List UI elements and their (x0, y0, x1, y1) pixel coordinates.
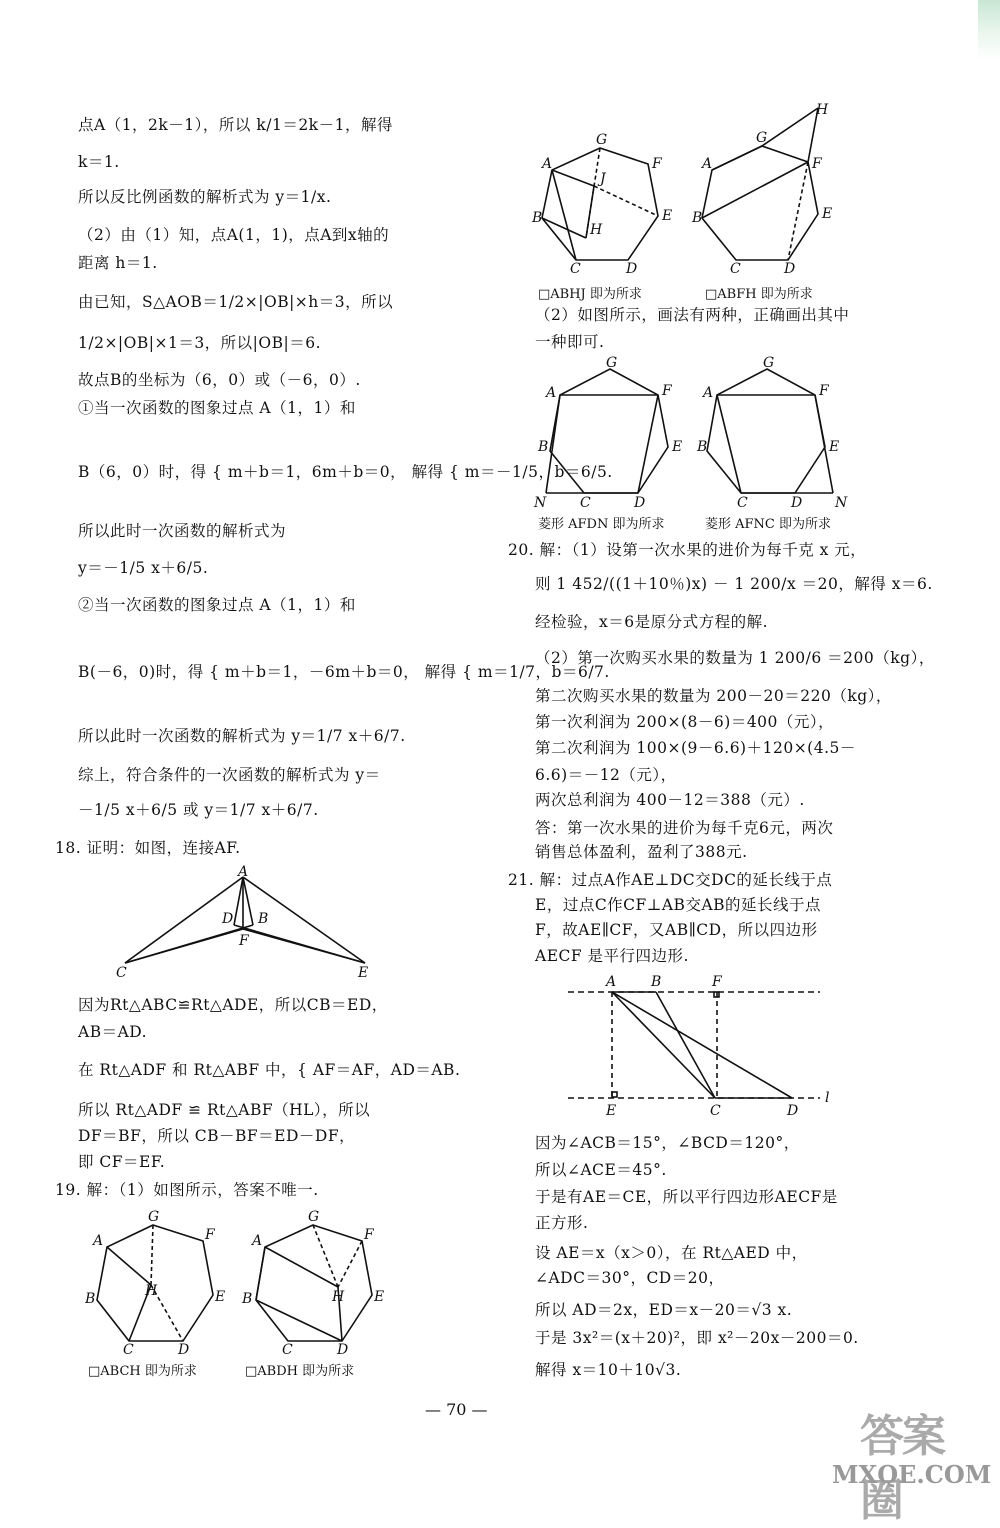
text-line: 距离 h＝1. (78, 254, 158, 272)
figure-abfh (690, 98, 850, 278)
label-B: B (242, 1291, 253, 1307)
text-line: 所以 AD＝2x，ED＝x－20＝√3 x. (535, 1301, 793, 1319)
text-line: 两次总利润为 400－12＝388（元）. (535, 791, 805, 809)
label-B: B (538, 439, 549, 455)
caption-abdh: □ABDH 即为所求 (245, 1364, 355, 1379)
label-E: E (662, 208, 673, 224)
text-line: 综上，符合条件的一次函数的解析式为 y＝ (78, 766, 381, 784)
label-F: F (819, 383, 829, 399)
label-A: A (702, 156, 713, 172)
label-C: C (570, 261, 581, 277)
label-l: l (825, 1090, 830, 1106)
figure-18 (110, 865, 380, 980)
text-line: 21. 解：过点A作AE⊥DC交DC的延长线于点 (508, 871, 833, 889)
text-line: 第二次购买水果的数量为 200－20＝220（kg）， (535, 687, 892, 705)
label-G: G (763, 355, 775, 371)
text-line: 因为Rt△ABC≌Rt△ADE，所以CB＝ED， (78, 996, 388, 1014)
label-H: H (816, 102, 829, 118)
text-line: 所以此时一次函数的解析式为 (78, 522, 287, 540)
label-G: G (756, 130, 768, 146)
text-line: 答：第一次水果的进价为每千克6元，两次 (535, 819, 834, 837)
figure-afdn (530, 355, 690, 510)
text-line: 设 AE＝x（x＞0），在 Rt△AED 中， (535, 1244, 808, 1262)
label-A: A (252, 1233, 263, 1249)
text-line: 由已知，S△AOB＝1/2×|OB|×h＝3，所以 (78, 293, 394, 311)
figure-abhj (530, 128, 680, 278)
label-C: C (730, 261, 741, 277)
caption-abfh: □ABFH 即为所求 (705, 287, 813, 302)
label-B: B (85, 1291, 96, 1307)
text-line: B(－6，0)时，得 { m＋b＝1，－6m＋b＝0， 解得 { m＝1/7，b＝6/7. (78, 663, 610, 681)
text-line: DF＝BF，所以 CB－BF＝ED－DF， (78, 1127, 356, 1145)
page-number: — 70 — (425, 1400, 488, 1419)
label-N: N (534, 495, 547, 510)
label-A: A (606, 974, 617, 990)
label-D: D (178, 1342, 190, 1355)
text-line: 第一次利润为 200×(8－6)＝400（元）， (535, 713, 835, 731)
label-C: C (123, 1342, 134, 1355)
text-line: 解得 x＝10＋10√3. (535, 1361, 682, 1379)
label-G: G (308, 1209, 320, 1225)
text-line: 正方形. (535, 1214, 589, 1232)
label-D: D (634, 495, 646, 510)
text-line: 在 Rt△ADF 和 Rt△ABF 中，{ AF＝AF，AD＝AB. (78, 1061, 461, 1079)
label-E: E (358, 965, 369, 980)
label-E: E (215, 1289, 226, 1305)
text-line: 于是 3x²＝(x＋20)²，即 x²－20x－200＝0. (535, 1329, 859, 1347)
label-A: A (703, 385, 714, 401)
label-F: F (812, 156, 822, 172)
label-E: E (829, 439, 840, 455)
label-D: D (791, 495, 803, 510)
label-C: C (282, 1342, 293, 1355)
text-line: （2）第一次购买水果的数量为 1 200/6 ＝200（kg）， (535, 649, 935, 667)
label-E: E (374, 1289, 385, 1305)
text-line: 一种即可. (535, 333, 605, 351)
label-B: B (651, 974, 662, 990)
figure-21 (560, 970, 850, 1120)
text-line: 点A（1，2k－1），所以 k/1＝2k－1，解得 (78, 116, 393, 134)
caption-afdn: 菱形 AFDN 即为所求 (538, 517, 665, 532)
label-H: H (590, 222, 603, 238)
page-edge-tint (978, 0, 1000, 60)
label-C: C (737, 495, 748, 510)
figure-19-abdh (240, 1205, 395, 1355)
text-line: ∠ADC＝30°，CD＝20， (535, 1269, 725, 1287)
text-line: 20. 解：（1）设第一次水果的进价为每千克 x 元， (508, 541, 867, 559)
text-line: 所以 Rt△ADF ≌ Rt△ABF（HL），所以 (78, 1101, 371, 1119)
figure-19-abch (85, 1205, 240, 1355)
text-line: 于是有AE＝CE，所以平行四边形AECF是 (535, 1188, 838, 1206)
text-line: 经检验，x＝6是原分式方程的解. (535, 613, 769, 631)
caption-abhj: □ABHJ 即为所求 (538, 287, 642, 302)
text-line: E，过点C作CF⊥AB交AB的延长线于点 (535, 896, 822, 914)
caption-afnc: 菱形 AFNC 即为所求 (705, 517, 831, 532)
label-D: D (222, 911, 234, 927)
text-line: 则 1 452/((1＋10％)x) － 1 200/x ＝20，解得 x＝6. (535, 575, 933, 593)
text-line: 第二次利润为 100×(9－6.6)＋120×(4.5－ (535, 739, 856, 757)
text-line: 因为∠ACB＝15°，∠BCD＝120°， (535, 1134, 800, 1152)
text-line: k＝1. (78, 153, 120, 171)
text-line: AECF 是平行四边形. (535, 947, 689, 965)
caption-abch: □ABCH 即为所求 (88, 1364, 197, 1379)
label-G: G (596, 132, 608, 148)
text-line: －1/5 x＋6/5 或 y＝1/7 x＋6/7. (78, 801, 319, 819)
label-H: H (145, 1283, 158, 1299)
label-B: B (692, 210, 703, 226)
label-C: C (710, 1103, 721, 1119)
label-F: F (712, 974, 722, 990)
text-line: y＝－1/5 x＋6/5. (78, 559, 209, 577)
text-line: 即 CF＝EF. (78, 1153, 166, 1171)
label-C: C (580, 495, 591, 510)
text-line: 所以∠ACE＝45°. (535, 1161, 667, 1179)
text-line: 18. 证明：如图，连接AF. (55, 839, 241, 857)
watermark (832, 1400, 992, 1526)
label-G: G (606, 355, 618, 371)
label-N: N (835, 495, 848, 510)
text-line: 所以此时一次函数的解析式为 y＝1/7 x＋6/7. (78, 727, 406, 745)
label-J: J (600, 171, 606, 187)
label-A: A (546, 385, 557, 401)
label-F: F (652, 156, 662, 172)
label-A: A (93, 1233, 104, 1249)
figure-afnc (695, 355, 855, 510)
label-D: D (626, 261, 638, 277)
label-E: E (822, 206, 833, 222)
watermark-top: 答案圈 (860, 1411, 944, 1526)
text-line: ①当一次函数的图象过点 A（1，1）和 (78, 399, 356, 417)
label-F: F (205, 1227, 215, 1243)
text-line: 19. 解：（1）如图所示，答案不唯一. (55, 1181, 319, 1199)
label-B: B (697, 439, 708, 455)
label-G: G (148, 1209, 160, 1225)
text-line: B（6，0）时，得 { m＋b＝1，6m＋b＝0， 解得 { m＝－1/5，b＝6/5. (78, 463, 613, 481)
label-F: F (662, 383, 672, 399)
text-line: AB＝AD. (78, 1023, 148, 1041)
label-B: B (532, 210, 543, 226)
text-line: （2）如图所示，画法有两种，正确画出其中 (535, 306, 850, 324)
text-line: （2）由（1）知，点A(1，1)，点A到x轴的 (78, 226, 390, 244)
label-B: B (258, 911, 269, 927)
label-E: E (672, 439, 683, 455)
label-E: E (606, 1103, 617, 1119)
text-line: F，故AE∥CF，又AB∥CD，所以四边形 (535, 921, 818, 939)
label-H: H (332, 1289, 345, 1305)
label-D: D (787, 1103, 799, 1119)
text-line: ②当一次函数的图象过点 A（1，1）和 (78, 596, 356, 614)
text-line: 销售总体盈利，盈利了388元. (535, 843, 748, 861)
label-C: C (116, 965, 127, 980)
label-A: A (542, 156, 553, 172)
text-line: 6.6)＝－12（元）， (535, 766, 677, 784)
text-line: 故点B的坐标为（6，0）或（－6，0）. (78, 371, 361, 389)
label-D: D (784, 261, 796, 277)
label-A: A (238, 865, 249, 880)
label-F: F (239, 933, 249, 949)
text-line: 所以反比例函数的解析式为 y＝1/x. (78, 188, 332, 206)
label-D: D (337, 1342, 349, 1355)
label-F: F (364, 1227, 374, 1243)
watermark-bottom: MXQE.COM (832, 1460, 992, 1489)
text-line: 1/2×|OB|×1＝3，所以|OB|＝6. (78, 334, 322, 352)
